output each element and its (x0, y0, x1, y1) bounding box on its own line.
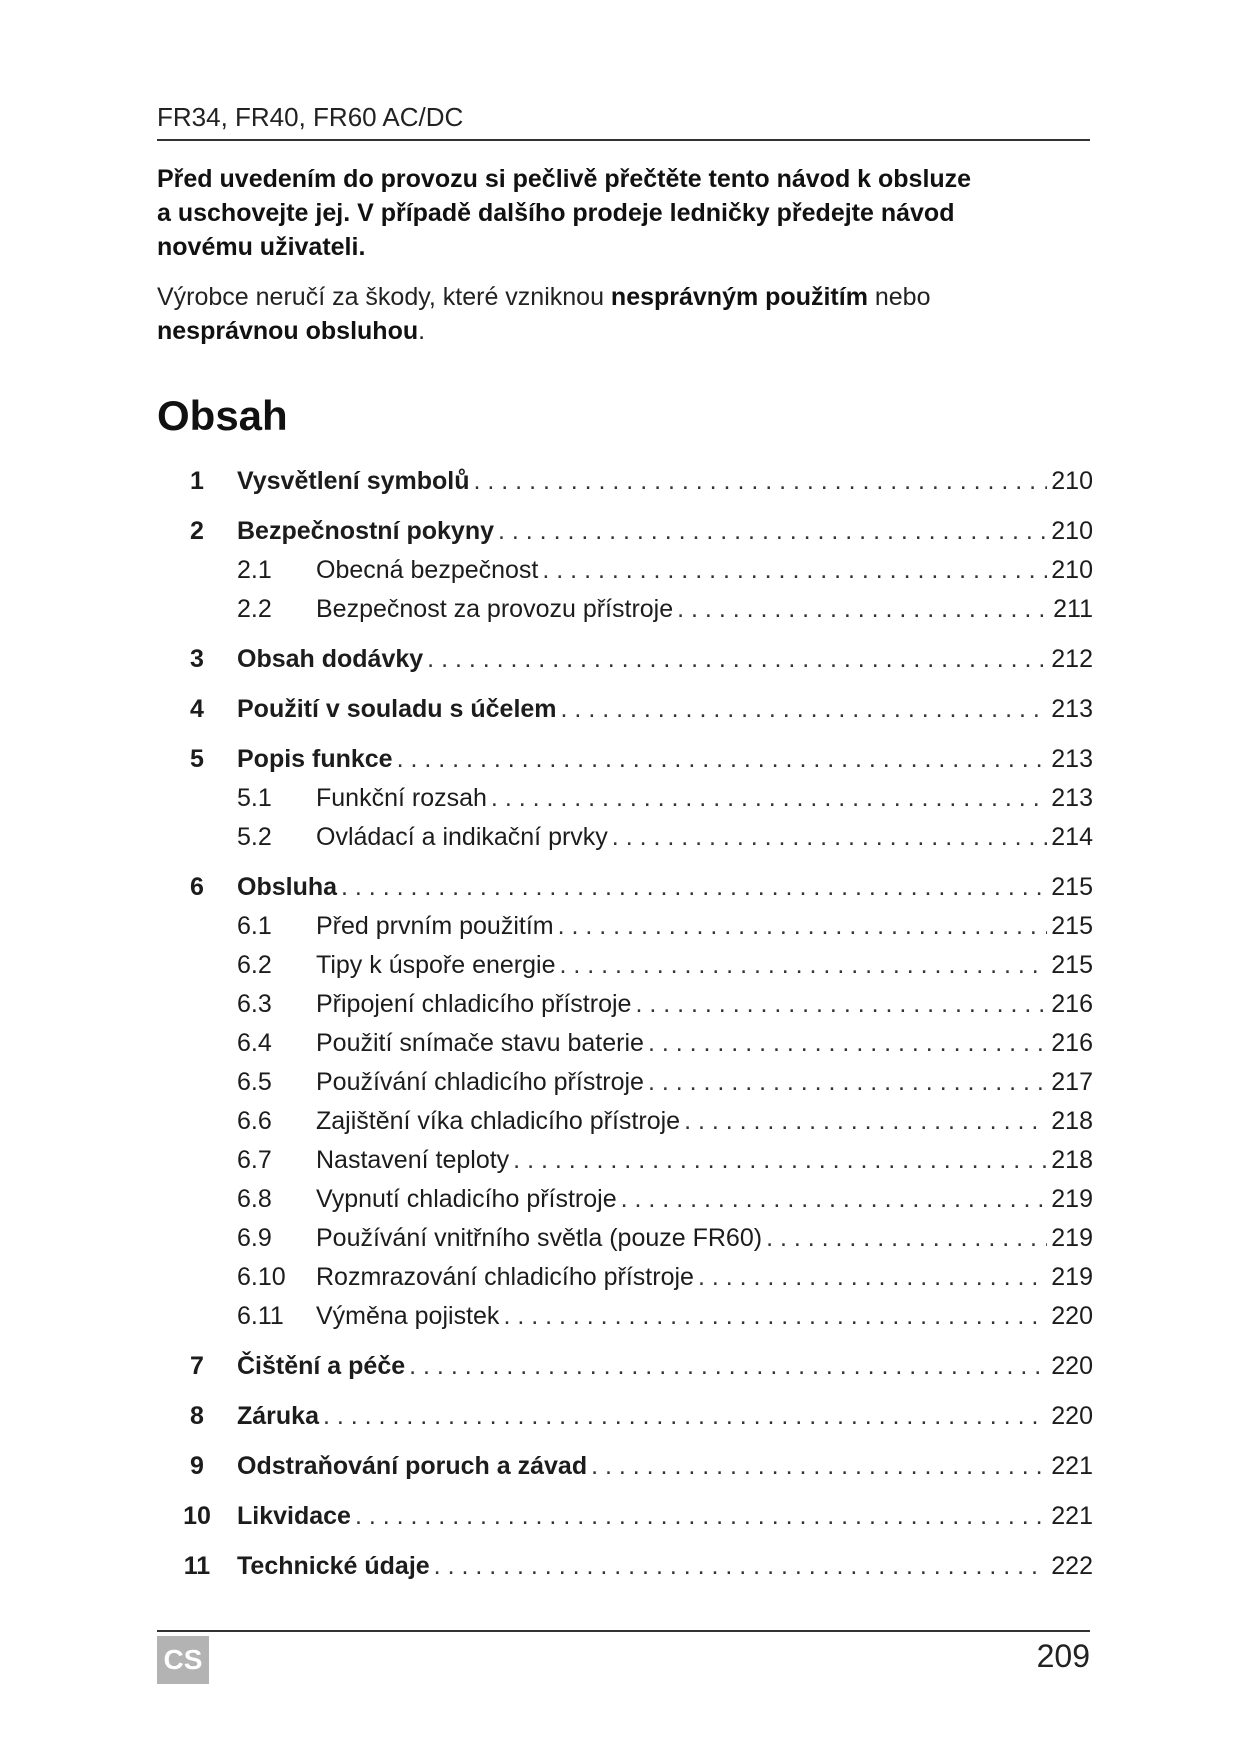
document-header: FR34, FR40, FR60 AC/DC (157, 102, 1090, 141)
toc-page-number: 213 (1051, 695, 1093, 723)
toc-leader-dots (677, 590, 1049, 629)
toc-section-label: Bezpečnost za provozu přístroje (316, 595, 674, 623)
toc-section-label: Nastavení teploty (316, 1146, 510, 1174)
toc-chapter-row[interactable] (157, 690, 1093, 729)
toc-page-number: 215 (1051, 873, 1093, 901)
toc-chapter-label: Likvidace (237, 1502, 351, 1530)
toc-section-number: 6.9 (237, 1224, 272, 1252)
toc-section-number: 6.2 (237, 951, 272, 979)
toc-section-row[interactable] (157, 1024, 1093, 1063)
toc-section-row[interactable] (157, 1180, 1093, 1219)
toc-leader-dots (558, 907, 1048, 946)
toc-chapter-row[interactable] (157, 640, 1093, 679)
toc-section-label: Vypnutí chladicího přístroje (316, 1185, 617, 1213)
toc-leader-dots (409, 1347, 1047, 1386)
toc-page-number: 220 (1051, 1352, 1093, 1380)
toc-chapter-number: 8 (190, 1402, 204, 1430)
toc-chapter-row[interactable] (157, 1347, 1093, 1386)
toc-page-number: 219 (1051, 1263, 1093, 1291)
toc-leader-dots (648, 1024, 1047, 1063)
toc-chapter-label: Použití v souladu s účelem (237, 695, 557, 723)
disclaimer-emphasis: nesprávnou obsluhou (157, 317, 419, 345)
toc-page-number: 219 (1051, 1185, 1093, 1213)
toc-page-number: 213 (1051, 745, 1093, 773)
toc-section-row[interactable] (157, 1063, 1093, 1102)
toc-leader-dots (355, 1497, 1047, 1536)
toc-chapter-label: Obsluha (237, 873, 338, 901)
toc-chapter-label: Popis funkce (237, 745, 393, 773)
language-badge: CS (157, 1636, 209, 1684)
toc-page-number: 220 (1051, 1402, 1093, 1430)
toc-section-label: Výměna pojistek (316, 1302, 500, 1330)
toc-section-row[interactable] (157, 590, 1093, 629)
toc-leader-dots (561, 690, 1048, 729)
toc-section-label: Používání chladicího přístroje (316, 1068, 644, 1096)
toc-section-row[interactable] (157, 1297, 1093, 1336)
toc-leader-dots (491, 779, 1047, 818)
toc-chapter-label: Čištění a péče (237, 1352, 406, 1380)
toc-chapter-number: 1 (190, 467, 204, 495)
toc-chapter-row[interactable] (157, 1547, 1093, 1586)
toc-section-number: 6.8 (237, 1185, 272, 1213)
toc-section-label: Používání vnitřního světla (pouze FR60) (316, 1224, 763, 1252)
toc-chapter-number: 6 (190, 873, 204, 901)
intro-warning-line: Před uvedením do provozu si pečlivě přečtěte tento návod k obsluze (157, 165, 972, 193)
toc-chapter-row[interactable] (157, 868, 1093, 907)
toc-chapter-row[interactable] (157, 1447, 1093, 1486)
toc-section-label: Připojení chladicího přístroje (316, 990, 632, 1018)
toc-leader-dots (503, 1297, 1047, 1336)
toc-page-number: 212 (1051, 645, 1093, 673)
toc-chapter-label: Vysvětlení symbolů (237, 467, 470, 495)
toc-chapter-number: 11 (183, 1552, 211, 1580)
manufacturer-disclaimer (157, 280, 1077, 348)
toc-page-number: 220 (1051, 1302, 1093, 1330)
toc-page-number: 210 (1051, 556, 1093, 584)
toc-leader-dots (427, 640, 1047, 679)
toc-section-number: 6.6 (237, 1107, 272, 1135)
toc-section-label: Ovládací a indikační prvky (316, 823, 608, 851)
toc-chapter-number: 5 (190, 745, 204, 773)
toc-section-label: Funkční rozsah (316, 784, 487, 812)
toc-page-number: 215 (1051, 951, 1093, 979)
toc-leader-dots (434, 1547, 1048, 1586)
toc-section-label: Zajištění víka chladicího přístroje (316, 1107, 681, 1135)
intro-warning-line: novému uživateli. (157, 233, 366, 261)
footer-divider (157, 1630, 1090, 1632)
toc-section-number: 2.1 (237, 556, 272, 584)
toc-leader-dots (684, 1102, 1047, 1141)
toc-section-row[interactable] (157, 1102, 1093, 1141)
toc-section-row[interactable] (157, 1141, 1093, 1180)
toc-leader-dots (698, 1258, 1047, 1297)
toc-chapter-label: Bezpečnostní pokyny (237, 517, 494, 545)
toc-chapter-number: 3 (190, 645, 204, 673)
toc-chapter-label: Technické údaje (237, 1552, 430, 1580)
toc-chapter-row[interactable] (157, 512, 1093, 551)
toc-section-row[interactable] (157, 1258, 1093, 1297)
toc-section-number: 6.3 (237, 990, 272, 1018)
toc-section-number: 5.1 (237, 784, 272, 812)
disclaimer-text: Výrobce neručí za škody, které vzniknou (157, 283, 611, 311)
toc-section-number: 6.10 (237, 1263, 286, 1291)
toc-page-number: 219 (1051, 1224, 1093, 1252)
toc-section-label: Použití snímače stavu baterie (316, 1029, 644, 1057)
table-of-contents (157, 462, 1093, 1586)
toc-leader-dots (513, 1141, 1047, 1180)
toc-page-number: 210 (1051, 517, 1093, 545)
toc-page-number: 222 (1051, 1552, 1093, 1580)
disclaimer-text: nebo (867, 283, 931, 311)
toc-chapter-number: 4 (190, 695, 204, 723)
toc-section-row[interactable] (157, 551, 1093, 590)
toc-section-number: 6.4 (237, 1029, 272, 1057)
intro-warning-line: a uschovejte jej. V případě dalšího prodeje ledničky předejte návod (157, 199, 955, 227)
toc-section-row[interactable] (157, 779, 1093, 818)
toc-chapter-row[interactable] (157, 1497, 1093, 1536)
toc-page-number: 211 (1053, 595, 1093, 623)
toc-section-number: 6.5 (237, 1068, 272, 1096)
toc-section-label: Před prvním použitím (316, 912, 554, 940)
toc-page-number: 217 (1051, 1068, 1093, 1096)
toc-page-number: 210 (1051, 467, 1093, 495)
toc-leader-dots (542, 551, 1047, 590)
toc-chapter-row[interactable] (157, 740, 1093, 779)
toc-section-label: Tipy k úspoře energie (316, 951, 556, 979)
toc-chapter-label: Odstraňování poruch a závad (237, 1452, 588, 1480)
toc-section-number: 5.2 (237, 823, 272, 851)
toc-leader-dots (474, 462, 1048, 501)
toc-page-number: 221 (1051, 1502, 1093, 1530)
toc-chapter-label: Obsah dodávky (237, 645, 424, 673)
toc-chapter-number: 10 (183, 1502, 211, 1530)
toc-page-number: 221 (1051, 1452, 1093, 1480)
toc-leader-dots (766, 1219, 1047, 1258)
disclaimer-line-1 (157, 280, 1077, 314)
toc-chapter-number: 7 (190, 1352, 204, 1380)
toc-chapter-label: Záruka (237, 1402, 319, 1430)
toc-chapter-row[interactable] (157, 1397, 1093, 1436)
toc-title: Obsah (157, 392, 288, 439)
toc-section-number: 6.1 (237, 912, 272, 940)
toc-section-number: 2.2 (237, 595, 272, 623)
toc-page-number: 218 (1051, 1146, 1093, 1174)
toc-leader-dots (341, 868, 1047, 907)
page-number: 209 (1036, 1638, 1090, 1674)
toc-section-number: 6.11 (237, 1302, 284, 1330)
toc-section-number: 6.7 (237, 1146, 272, 1174)
toc-page-number: 216 (1051, 990, 1093, 1018)
toc-leader-dots (323, 1397, 1047, 1436)
toc-section-row[interactable] (157, 985, 1093, 1024)
toc-chapter-row[interactable] (157, 462, 1093, 501)
disclaimer-emphasis: nesprávným použitím (610, 283, 868, 311)
toc-leader-dots (612, 818, 1047, 857)
toc-page-number: 214 (1051, 823, 1093, 851)
toc-leader-dots (635, 985, 1047, 1024)
toc-leader-dots (621, 1180, 1048, 1219)
toc-page-number: 218 (1051, 1107, 1093, 1135)
toc-section-label: Rozmrazování chladicího přístroje (316, 1263, 694, 1291)
intro-warning (157, 162, 1077, 264)
toc-section-row[interactable] (157, 946, 1093, 985)
toc-page-number: 216 (1051, 1029, 1093, 1057)
toc-chapter-number: 9 (190, 1452, 204, 1480)
toc-section-row[interactable] (157, 818, 1093, 857)
toc-chapter-number: 2 (190, 517, 204, 545)
toc-leader-dots (648, 1063, 1047, 1102)
toc-section-row[interactable] (157, 1219, 1093, 1258)
disclaimer-line-2 (157, 314, 1077, 348)
toc-leader-dots (498, 512, 1047, 551)
toc-leader-dots (591, 1447, 1047, 1486)
disclaimer-text: . (418, 317, 426, 345)
toc-page-number: 215 (1051, 912, 1093, 940)
toc-section-row[interactable] (157, 907, 1093, 946)
toc-leader-dots (397, 740, 1048, 779)
toc-section-label: Obecná bezpečnost (316, 556, 539, 584)
toc-page-number: 213 (1051, 784, 1093, 812)
toc-leader-dots (559, 946, 1047, 985)
